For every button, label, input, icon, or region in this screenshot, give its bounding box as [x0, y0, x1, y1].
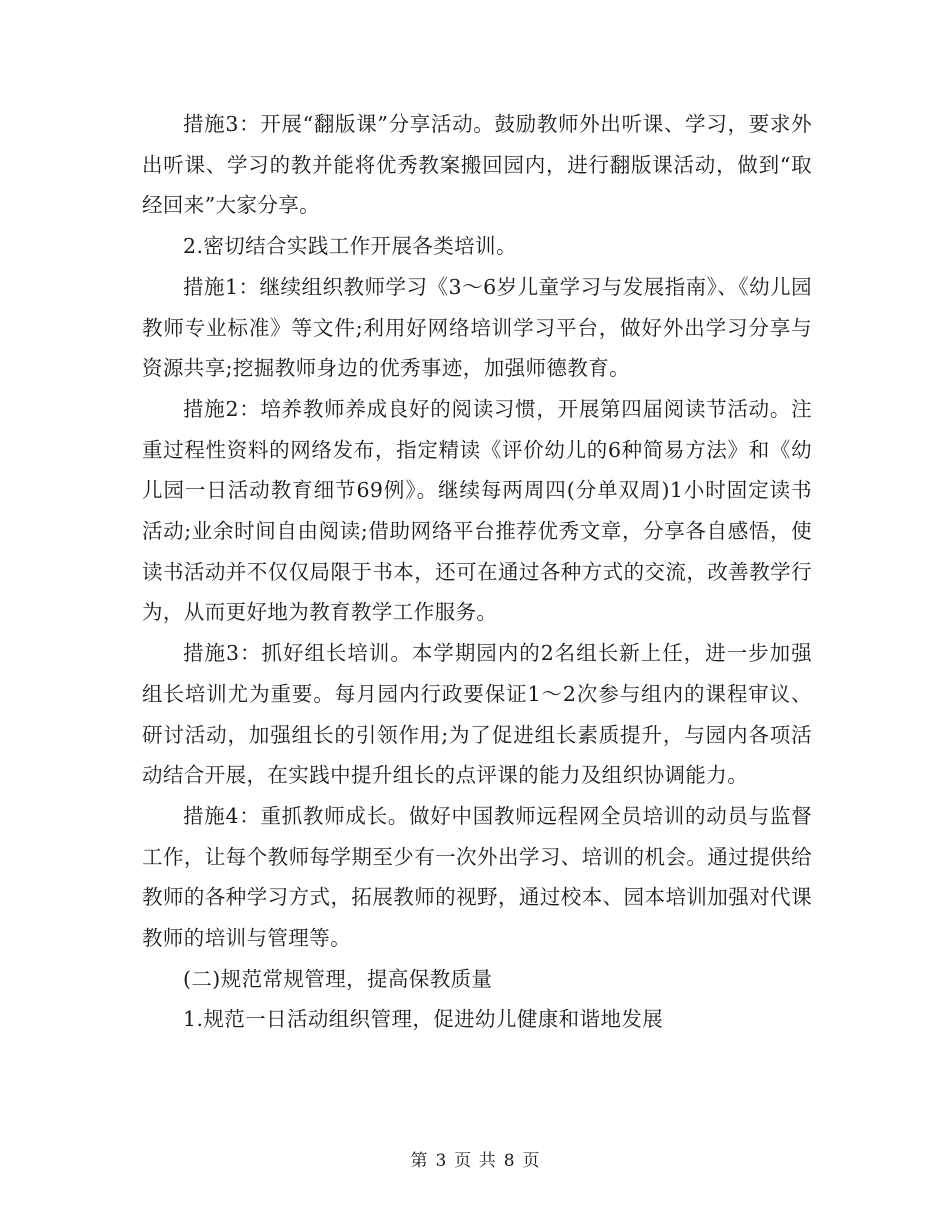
paragraph-measure4: 措施4：重抓教师成长。做好中国教师远程网全员培训的动员与监督工作，让每个教师每学期至少有一次外出学习、培训的机会。通过提供给教师的各种学习方式，拓展教师的视野，通过校本、园本培训加强对代课教师的培训与管理等。 [142, 803, 812, 951]
footer-prefix: 第 [410, 1151, 428, 1171]
paragraph-heading-2: (二)规范常规管理，提高保教质量 [183, 966, 493, 991]
paragraph-section-2: 2.密切结合实践工作开展各类培训。 [183, 234, 517, 259]
footer-current-page: 3 [435, 1151, 447, 1171]
footer-total-pages: 8 [503, 1151, 515, 1171]
footer-suffix: 页 [522, 1151, 540, 1171]
paragraph-measure2: 措施2：培养教师养成良好的阅读习惯，开展第四届阅读节活动。注重过程性资料的网络发布，指定精读《评价幼儿的6种简易方法》和《幼儿园一日活动教育细节69例》。继续每两周四(分单双周)1小时固定读书活动;业余时间自由阅读;借助网络平台推荐优秀文章，分享各自感悟，使读书活动并不仅仅局限于书本，还可在通过各种方式的交流，改善教学行为，从而更好地为教育教学工作服务。 [142, 396, 812, 625]
paragraph-subheading-1: 1.规范一日活动组织管理，促进幼儿健康和谐地发展 [183, 1007, 664, 1032]
footer-middle: 页 共 [454, 1151, 496, 1171]
body-text [142, 104, 812, 1040]
paragraph-measure3-fanban: 措施3：开展“翻版课”分享活动。鼓励教师外出听课、学习，要求外出听课、学习的教并能将优秀教案搬回园内，进行翻版课活动，做到“取经回来”大家分享。 [142, 112, 812, 218]
paragraph-measure3-leader: 措施3：抓好组长培训。本学期园内的2名组长新上任，进一步加强组长培训尤为重要。每月园内行政要保证1～2次参与组内的课程审议、研讨活动，加强组长的引领作用;为了促进组长素质提升，与园内各项活动结合开展，在实践中提升组长的点评课的能力及组织协调能力。 [142, 641, 812, 788]
paragraph-measure1: 措施1：继续组织教师学习《3～6岁儿童学习与发展指南》、《幼儿园教师专业标准》等文件;利用好网络培训学习平台，做好外出学习分享与资源共享;挖掘教师身边的优秀事迹，加强师德教育。 [142, 274, 812, 381]
page-footer [0, 1146, 950, 1171]
